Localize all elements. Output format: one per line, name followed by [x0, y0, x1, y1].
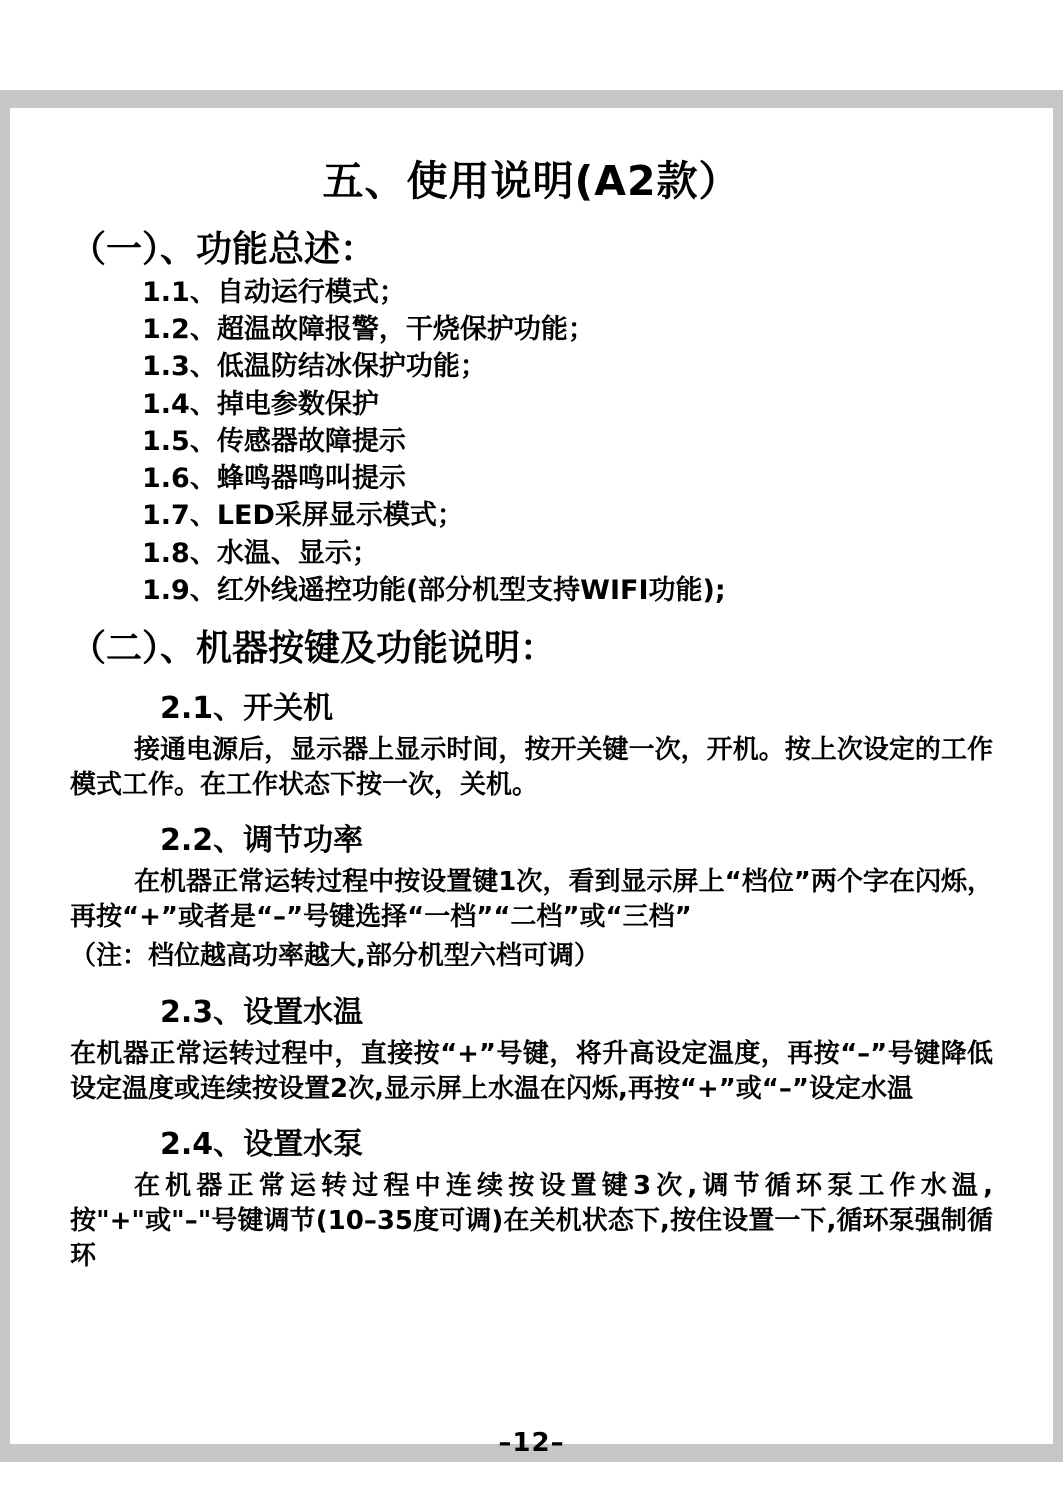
page-title: 五、使用说明(A2款） — [322, 157, 741, 205]
list-item: 1.5、传感器故障提示 — [142, 425, 406, 457]
page-border-top — [0, 90, 1063, 108]
paragraph-adjust-power: 在机器正常运转过程中按设置键1次，看到显示屏上“档位”两个字在闪烁，再按“+”或者是“–”号键选择“一档”“二档”或“三档” — [70, 867, 993, 933]
list-item: 1.8、水温、显示； — [142, 537, 379, 569]
paragraph-set-water-temp: 在机器正常运转过程中，直接按“+”号键，将升高设定温度，再按“–”号键降低设定温度或连续按设置2次,显示屏上水温在闪烁,再按“+”或“–”设定水温 — [70, 1038, 993, 1104]
page-border-left — [0, 90, 10, 1462]
list-item: 1.7、LED采屏显示模式； — [142, 500, 464, 532]
list-item: 1.9、红外线遥控功能(部分机型支持WIFI功能); — [142, 574, 726, 606]
list-item: 1.3、低温防结冰保护功能； — [142, 351, 487, 383]
note-adjust-power: （注：档位越高功率越大,部分机型六档可调） — [70, 941, 600, 972]
paragraph-power-switch: 接通电源后，显示器上显示时间，按开关键一次，开机。按上次设定的工作模式工作。在工作状态下按一次，关机。 — [70, 735, 993, 801]
page-margin-top — [0, 0, 1063, 90]
function-list — [70, 278, 993, 606]
section-heading-buttons: （二）、机器按键及功能说明： — [70, 628, 557, 670]
subsection-heading-set-water-temp: 2.3、设置水温 — [160, 994, 364, 1030]
subsection-heading-power-switch: 2.1、开关机 — [160, 691, 334, 727]
page-content — [10, 108, 1053, 1444]
list-item: 1.6、蜂鸣器鸣叫提示 — [142, 463, 406, 495]
paragraph-set-pump: 在机器正常运转过程中连续按设置键3次,调节循环泵工作水温,按"+"或"–"号键调节(10–35度可调)在关机状态下,按住设置一下,循环泵强制循环 — [70, 1170, 993, 1271]
page-border-right — [1053, 90, 1063, 1462]
page-number: –12– — [498, 1428, 565, 1458]
subsection-heading-set-pump: 2.4、设置水泵 — [160, 1126, 364, 1162]
list-item: 1.1、自动运行模式； — [142, 277, 406, 308]
list-item: 1.2、超温故障报警，干烧保护功能； — [142, 314, 595, 346]
list-item: 1.4、掉电参数保护 — [142, 388, 379, 420]
subsection-heading-adjust-power: 2.2、调节功率 — [160, 823, 364, 859]
section-heading-functions: （一）、功能总述： — [70, 229, 377, 270]
